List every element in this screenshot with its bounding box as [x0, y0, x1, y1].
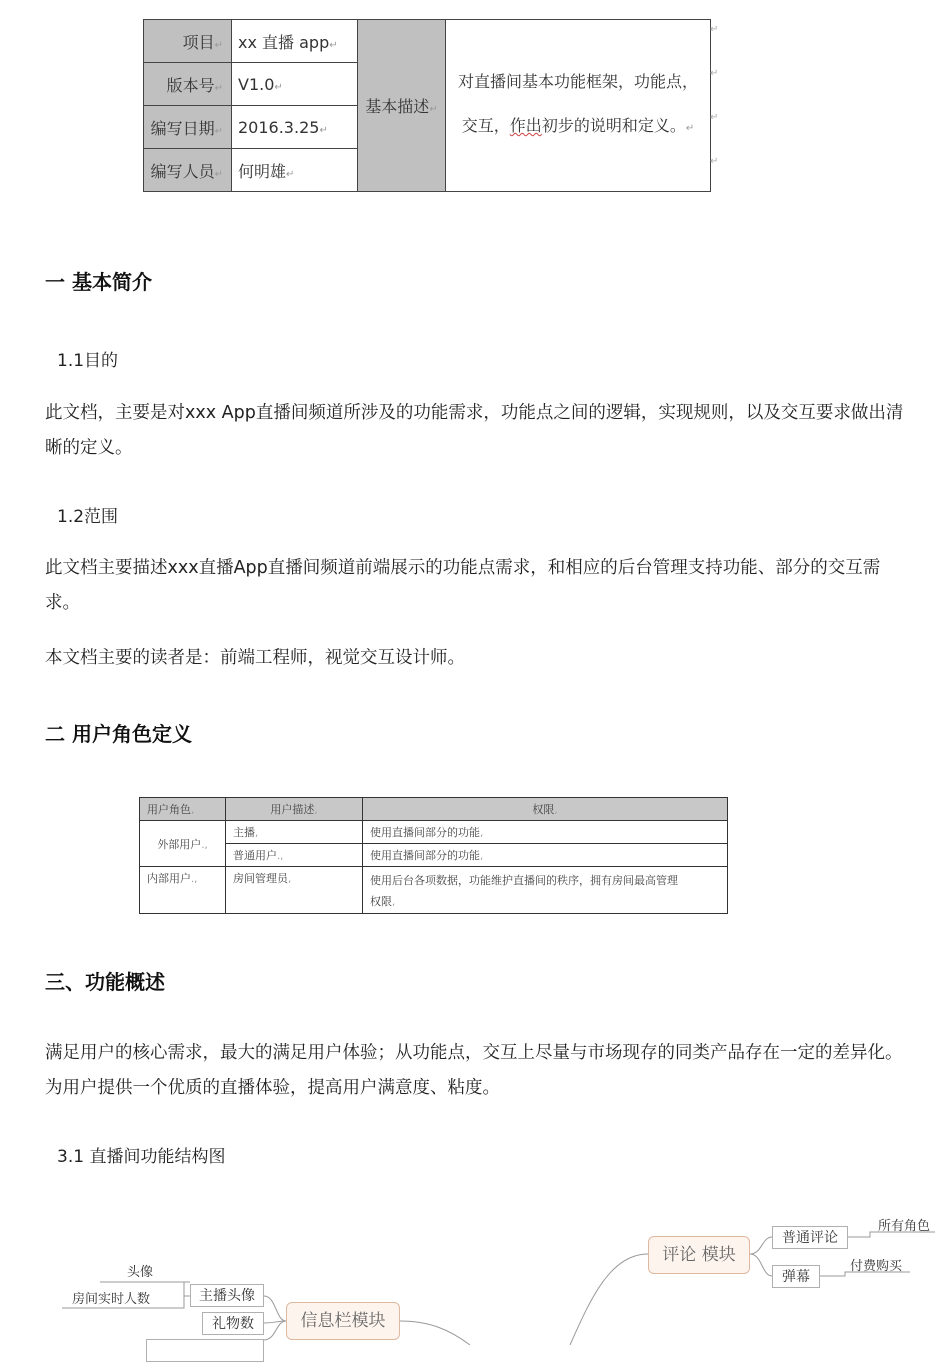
- desc-value: 对直播间基本功能框架，功能点， 交互，作出初步的说明和定义。↵: [446, 20, 711, 192]
- perm-cell: 使用后台各项数据，功能维护直播间的秩序，拥有房间最高管理 权限,: [363, 867, 728, 914]
- overview-paragraph: 满足用户的核心需求，最大的满足用户体验；从功能点，交互上尽量与市场现存的同类产品存在一定的差异化。为用户提供一个优质的直播体验，提高用户满意度、粘度。: [45, 1043, 903, 1098]
- partial-node: [146, 1339, 264, 1362]
- paragraph-mark-icon: ↵: [710, 112, 719, 123]
- section-1-1-title: 1.1目的: [57, 351, 119, 371]
- purpose-paragraph: 此文档，主要是对xxx App直播间频道所涉及的功能需求，功能点之间的逻辑，实现规则，以及交互要求做出清晰的定义。: [45, 403, 904, 458]
- desc-label: 基本描述↵: [358, 20, 446, 192]
- section-1-title: 一 基本简介: [45, 270, 152, 294]
- meta-label: 版本号↵: [144, 63, 232, 106]
- meta-label: 项目↵: [144, 20, 232, 63]
- readers-paragraph: 本文档主要的读者是：前端工程师，视觉交互设计师。: [45, 648, 465, 668]
- live-count-leaf: 房间实时人数: [72, 1292, 151, 1307]
- perm-cell: 使用直播间部分的功能,: [363, 821, 728, 844]
- section-3-title: 三、功能概述: [45, 970, 165, 994]
- header-cell: 用户描述,: [226, 798, 363, 821]
- gift-count-node: 礼物数: [202, 1312, 264, 1335]
- all-roles-leaf: 所有角色: [878, 1219, 931, 1234]
- section-2-title: 二 用户角色定义: [45, 722, 192, 746]
- desc-cell: 普通用户.,: [226, 844, 363, 867]
- info-module-node: 信息栏模块: [286, 1302, 400, 1340]
- scope-paragraph: 此文档主要描述xxx直播App直播间频道前端展示的功能点需求，和相应的后台管理支持功能、部分的交互需求。: [45, 558, 881, 613]
- paragraph-mark-icon: ↵: [710, 68, 719, 79]
- meta-value: xx 直播 app↵: [232, 20, 358, 63]
- section-1-2-title: 1.2范围: [57, 507, 119, 527]
- desc-cell: 主播,: [226, 821, 363, 844]
- header-cell: 权限,: [363, 798, 728, 821]
- host-avatar-node: 主播头像: [190, 1284, 264, 1307]
- danmu-node: 弹幕: [772, 1265, 820, 1288]
- meta-value: 何明雄↵: [232, 149, 358, 192]
- desc-cell: 房间管理员,: [226, 867, 363, 914]
- meta-label: 编写人员↵: [144, 149, 232, 192]
- meta-label: 编写日期↵: [144, 106, 232, 149]
- comment-module-node: 评论 模块: [648, 1236, 750, 1274]
- paid-leaf: 付费购买: [850, 1259, 903, 1274]
- meta-value: 2016.3.25↵: [232, 106, 358, 149]
- normal-comment-node: 普通评论: [772, 1226, 848, 1249]
- paragraph-mark-icon: ↵: [710, 24, 719, 35]
- section-3-1-title: 3.1 直播间功能结构图: [57, 1147, 226, 1167]
- role-cell: 内部用户.,: [140, 867, 226, 914]
- header-cell: 用户角色,: [140, 798, 226, 821]
- paragraph-mark-icon: ↵: [710, 156, 719, 167]
- meta-value: V1.0↵: [232, 63, 358, 106]
- role-cell: 外部用户.,: [140, 821, 226, 867]
- perm-cell: 使用直播间部分的功能,: [363, 844, 728, 867]
- avatar-leaf: 头像: [127, 1265, 154, 1280]
